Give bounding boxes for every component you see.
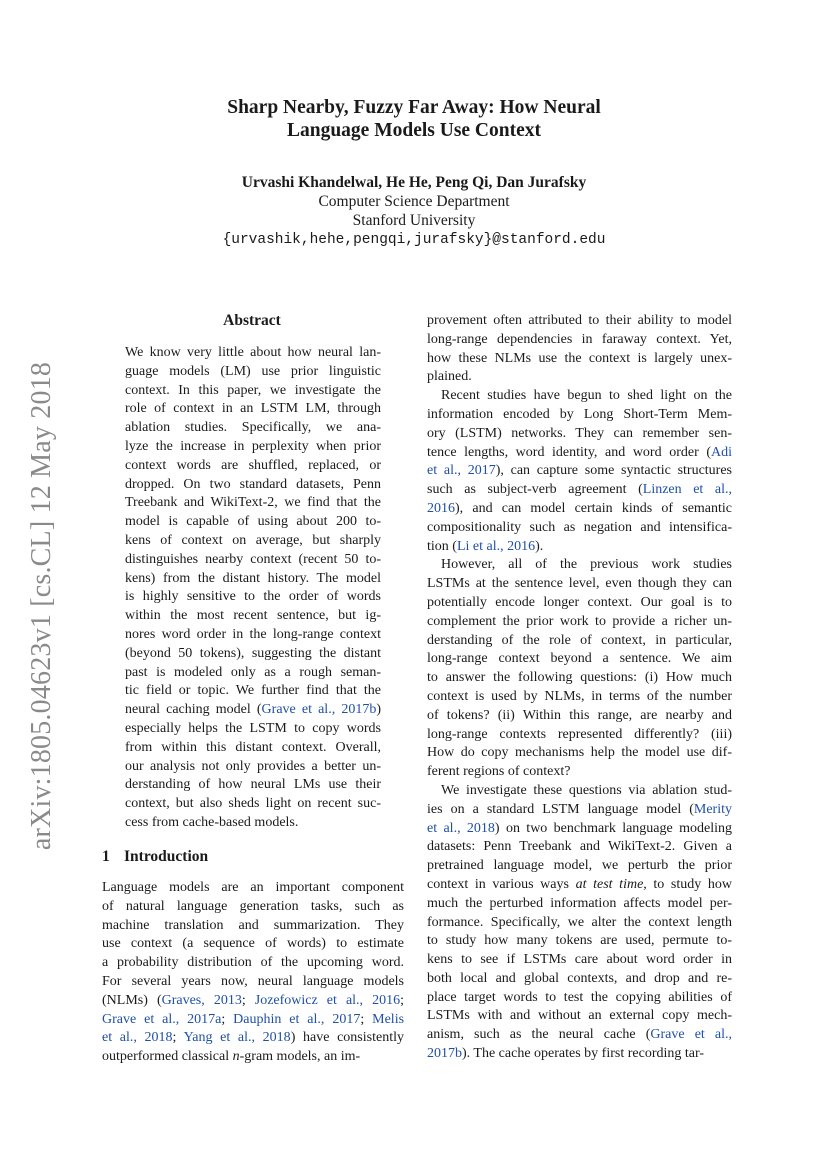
citation-link[interactable]: et al., 2018 — [427, 820, 495, 836]
intro-line: For several years now, neural language models — [102, 973, 404, 989]
right-column-line: However, all of the previous work studies — [441, 557, 732, 573]
right-column-line: datasets: Penn Treebank and WikiText-2. Given a — [427, 839, 732, 855]
right-column-line: to answer the following questions: (i) How much — [427, 670, 732, 686]
text-segment: -gram models, an im- — [239, 1049, 361, 1065]
right-column-line: how these NLMs use the context is largely unex- — [427, 350, 732, 366]
right-column-line: context is used by NLMs, in terms of the number — [427, 688, 732, 704]
text-segment: such as subject-verb agreement ( — [427, 482, 643, 498]
right-column-line: both local and global contexts, and drop and re- — [427, 970, 732, 986]
intro-line: use context (a sequence of words) to estimate — [102, 936, 404, 952]
abstract-line: context. In this paper, we investigate the — [125, 382, 381, 398]
text-segment: ; — [400, 992, 404, 1008]
citation-link[interactable]: 2017b — [427, 1046, 462, 1062]
abstract-line: kens of context on average, but sharply — [125, 532, 381, 548]
right-column-line: pretrained language model, we perturb the prior — [427, 858, 732, 874]
abstract-line: cess from cache-based models. — [125, 814, 299, 830]
right-column-line: complement the prior work to provide a richer un- — [427, 613, 732, 629]
abstract-line: lyze the increase in perplexity when prior — [125, 438, 381, 454]
abstract-line: ablation studies. Specifically, we ana- — [125, 420, 381, 436]
right-column-line: long-range contexts represented differently? (iii) — [427, 726, 732, 742]
text-segment: ). The cache operates by first recording tar- — [462, 1046, 705, 1062]
abstract-line: from within this distant context. Overall, — [125, 739, 381, 755]
right-column-line: long-range dependencies in faraway context. Yet, — [427, 331, 732, 347]
intro-line: a probability distribution of the upcoming word. — [102, 955, 404, 971]
abstract-line: (beyond 50 tokens), suggesting the distant — [125, 645, 381, 661]
section-title: Introduction — [124, 848, 209, 865]
abstract-line: especially helps the LSTM to copy words — [125, 720, 381, 736]
affiliation-university: Stanford University — [352, 212, 476, 229]
text-segment: (NLMs) ( — [102, 992, 162, 1008]
right-column-line: ferent regions of context? — [427, 764, 571, 780]
right-column-line: kens to see if LSTMs care about word order in — [427, 952, 732, 968]
abstract-body — [125, 344, 381, 833]
abstract-line: context, but also sheds light on recent suc- — [125, 796, 381, 812]
right-column-line: of tokens? (ii) Within this range, are nearby and — [427, 707, 732, 723]
abstract-heading: Abstract — [223, 312, 281, 329]
abstract-line: model is capable of using about 200 to- — [125, 514, 381, 530]
text-segment: ). — [535, 538, 544, 554]
text-segment: neural caching model ( — [125, 702, 262, 718]
right-column-line: compositionality such as negation and intensifica- — [427, 519, 732, 535]
abstract-line: We know very little about how neural lan- — [125, 345, 381, 360]
right-column-line: Recent studies have begun to shed light on the — [441, 388, 732, 404]
text-segment: outperformed classical — [102, 1049, 233, 1065]
right-column-line: provement often attributed to their ability to model — [427, 313, 732, 328]
right-column-line: How do copy mechanisms help the model use dif- — [427, 745, 732, 761]
intro-line — [102, 1029, 404, 1048]
text-segment: anism, such as the neural cache ( — [427, 1027, 651, 1043]
right-column-line: derstanding of the role of context, in particular, — [427, 632, 732, 648]
citation-link[interactable]: Adi — [711, 444, 732, 460]
text-segment: ) have consistently — [290, 1030, 404, 1046]
abstract-line: nores word order in the long-range context — [125, 626, 381, 642]
text-segment: ; — [172, 1030, 184, 1046]
citation-link[interactable]: Linzen et al., — [642, 482, 733, 498]
author-emails: {urvashik,hehe,pengqi,jurafsky}@stanford.edu — [222, 232, 606, 248]
text-segment: context in various ways — [427, 876, 576, 892]
citation-link[interactable]: Graves, 2013 — [161, 992, 242, 1008]
right-column-line — [427, 820, 732, 839]
right-column-line — [427, 500, 732, 519]
right-column-line — [427, 481, 732, 500]
affiliation-department: Computer Science Department — [318, 193, 510, 210]
right-column-line: LSTMs with and without an external copy mech- — [427, 1008, 732, 1024]
right-column-line — [427, 1045, 732, 1064]
citation-link[interactable]: et al., 2018 — [102, 1030, 173, 1046]
abstract-line: dropped. On two standard datasets, Penn — [125, 476, 381, 492]
arxiv-label: arXiv:1805.04623v1 [cs.CL] 12 May 2018 — [26, 361, 57, 851]
text-segment: ), and can model certain kinds of semantic — [455, 500, 732, 516]
abstract-line: distinguishes nearby context (recent 50 to- — [125, 551, 381, 567]
intro-line — [102, 1048, 404, 1067]
abstract-line: role of context in an LSTM LM, through — [125, 401, 381, 417]
abstract-line: within the most recent sentence, but ig- — [125, 608, 381, 624]
right-column-line: to study how many tokens are used, permute to- — [427, 933, 732, 949]
right-column-line: plained. — [427, 369, 472, 385]
citation-link[interactable]: Yang et al., 2018 — [183, 1030, 291, 1046]
right-column-line: place target words to test the copying abilities of — [427, 989, 732, 1005]
text-segment: tion ( — [427, 538, 457, 554]
text-segment: ), can capture some syntactic structures — [495, 463, 732, 479]
title-line-2: Language Models Use Context — [286, 120, 542, 141]
intro-line: of natural language generation tasks, such as — [102, 898, 404, 914]
intro-left-column — [102, 879, 404, 1067]
right-column-line — [427, 876, 732, 895]
right-column-line: long-range context beyond a sentence. We aim — [427, 651, 732, 667]
right-column-line: potentially encode longer context. Our goal is to — [427, 594, 732, 610]
citation-link[interactable]: Grave et al., 2017b — [261, 702, 377, 718]
right-column-line: We investigate these questions via ablation stud- — [441, 782, 732, 798]
title-line-1: Sharp Nearby, Fuzzy Far Away: How Neural — [227, 97, 601, 118]
citation-link[interactable]: Dauphin et al., 2017 — [233, 1011, 361, 1027]
citation-link[interactable]: Merity — [693, 801, 732, 817]
intro-line: Language models are an important component — [102, 880, 404, 895]
citation-link[interactable]: Li et al., 2016 — [456, 538, 536, 554]
right-column-line — [427, 538, 732, 557]
text-segment: ) on two benchmark language modeling — [494, 820, 732, 836]
abstract-line: is highly sensitive to the order of words — [125, 589, 381, 605]
right-column-line — [427, 1026, 732, 1045]
paper-title — [0, 96, 828, 142]
text-segment: ies on a standard LSTM language model ( — [427, 801, 694, 817]
citation-link[interactable]: 2016 — [427, 500, 455, 516]
citation-link[interactable]: et al., 2017 — [427, 463, 496, 479]
abstract-line: our analysis not only provides a better un- — [125, 758, 381, 774]
text-segment: , to study how — [643, 876, 732, 892]
text-segment: ; — [241, 992, 255, 1008]
abstract-line: tic field or topic. We further find that the — [125, 683, 381, 699]
abstract-line: past is modeled only as a rough seman- — [125, 664, 381, 680]
citation-link[interactable]: Jozefowicz et al., 2016 — [254, 992, 401, 1008]
right-column-line — [427, 801, 732, 820]
abstract-line: context words are shuffled, replaced, or — [125, 457, 381, 473]
section-heading — [102, 848, 208, 866]
italic-text: at test time — [575, 876, 644, 892]
author-list: Urvashi Khandelwal, He He, Peng Qi, Dan Jurafsky — [241, 174, 587, 191]
right-column-line — [427, 425, 732, 444]
section-number: 1 — [102, 848, 110, 865]
citation-link[interactable]: Melis — [372, 1011, 405, 1027]
right-column-line: information encoded by Long Short-Term Mem- — [427, 406, 732, 422]
right-column-line — [427, 444, 732, 463]
arxiv-identifier — [22, 356, 62, 856]
intro-line — [102, 1011, 404, 1030]
right-column-line: much the perturbed information affects model per- — [427, 895, 732, 911]
text-segment: tence lengths, word identity, and word order ( — [427, 444, 711, 460]
abstract-line: kens) from the distant history. The model — [125, 570, 381, 586]
abstract-line — [125, 701, 381, 720]
citation-link[interactable]: Grave et al., 2017a — [102, 1011, 222, 1027]
abstract-line: Treebank and WikiText-2, we find that the — [125, 495, 381, 511]
text-segment: ; — [221, 1011, 234, 1027]
intro-right-column — [427, 312, 732, 1064]
text-segment: ory (LSTM) networks. They can remember sen- — [427, 425, 732, 441]
text-segment: ; — [360, 1011, 373, 1027]
intro-line — [102, 992, 404, 1011]
right-column-line: LSTMs at the sentence level, even though they can — [427, 576, 732, 592]
abstract-line: derstanding of how neural LMs use their — [125, 777, 381, 793]
citation-link[interactable]: Grave et al., — [650, 1027, 732, 1043]
right-column-line: formance. Specifically, we alter the context length — [427, 914, 732, 930]
intro-line: machine translation and summarization. They — [102, 917, 404, 933]
text-segment: ) — [376, 702, 381, 718]
right-column-line — [427, 462, 732, 481]
abstract-line: guage models (LM) use prior linguistic — [125, 363, 381, 379]
italic-text: n — [232, 1049, 240, 1065]
